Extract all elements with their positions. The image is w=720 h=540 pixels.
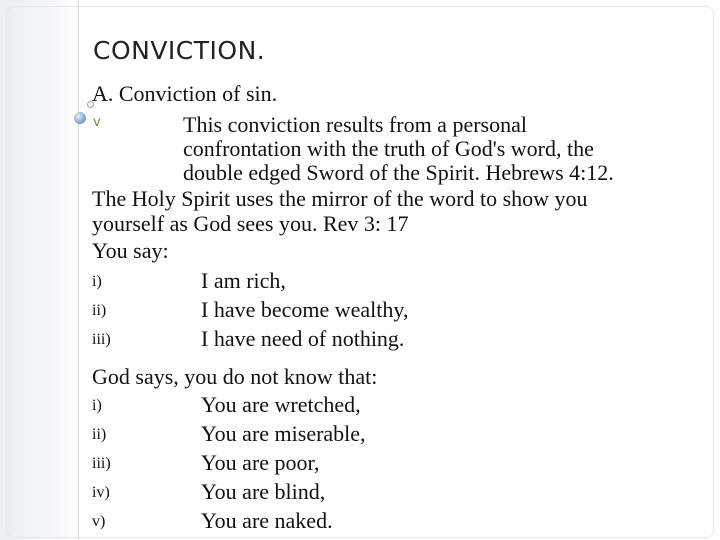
side-divider	[78, 0, 79, 540]
bullet-line-1: This conviction results from a personal	[183, 112, 527, 137]
you-say-num-1: i)	[92, 273, 102, 290]
subheading: A. Conviction of sin.	[92, 81, 278, 106]
slide-title: CONVICTION.	[93, 36, 266, 65]
god-says-label: God says, you do not know that:	[92, 364, 378, 389]
diamond-bullet-icon: v	[93, 115, 101, 130]
you-say-label: You say:	[92, 238, 169, 263]
bullet-line-3: double edged Sword of the Spirit. Hebrews 4:12.	[183, 160, 614, 185]
god-says-num-2: ii)	[92, 426, 107, 443]
side-band	[0, 0, 78, 540]
paragraph-line-1: The Holy Spirit uses the mirror of the word to show you	[92, 186, 588, 211]
you-say-num-3: iii)	[92, 331, 111, 348]
god-says-num-1: i)	[92, 397, 102, 414]
god-says-item-5: You are naked.	[201, 508, 333, 533]
god-says-item-3: You are poor,	[201, 450, 320, 475]
god-says-num-4: iv)	[92, 484, 110, 501]
you-say-item-2: I have become wealthy,	[201, 297, 409, 322]
god-says-item-2: You are miserable,	[201, 421, 366, 446]
you-say-item-1: I am rich,	[201, 268, 286, 293]
god-says-num-3: iii)	[92, 455, 111, 472]
god-says-num-5: v)	[92, 513, 106, 530]
bullet-line-2: confrontation with the truth of God's word, the	[183, 136, 594, 161]
you-say-num-2: ii)	[92, 302, 107, 319]
blue-sphere-ornament-icon	[74, 112, 86, 124]
you-say-item-3: I have need of nothing.	[201, 326, 405, 351]
paragraph-line-2: yourself as God sees you. Rev 3: 17	[92, 211, 409, 236]
god-says-item-1: You are wretched,	[201, 392, 361, 417]
god-says-item-4: You are blind,	[201, 479, 326, 504]
